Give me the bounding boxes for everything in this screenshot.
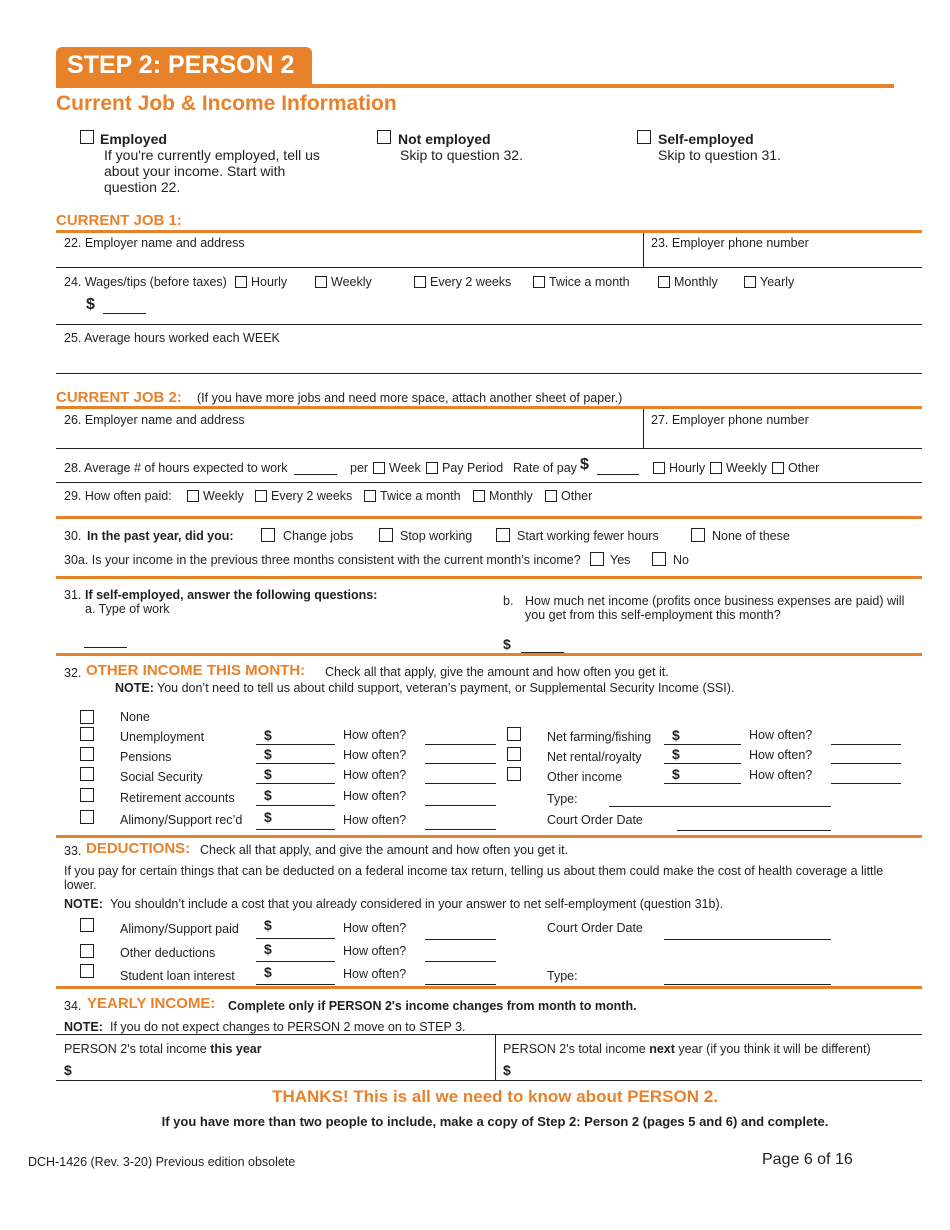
copy-note: If you have more than two people to include, make a copy of Step 2: Person 2 (pages 5 and 6) and complete.	[161, 1114, 829, 1129]
q34-this-year-dollar: $	[64, 1062, 72, 1078]
q27-label: 27. Employer phone number	[651, 413, 809, 427]
q32-rental-howoften-line[interactable]	[831, 763, 901, 764]
q32-farming-dollar: $	[672, 727, 680, 743]
job2-rule	[56, 406, 922, 409]
q28-label: 28. Average # of hours expected to work	[64, 461, 288, 475]
q30a-no-label: No	[673, 553, 689, 567]
q32-rental-checkbox[interactable]	[507, 747, 521, 761]
q32-alimony-howoften: How often?	[343, 813, 407, 827]
q34-next-year-post: year (if you think it will be different)	[678, 1042, 871, 1056]
row-divider-4	[56, 448, 922, 449]
q28-hourly-checkbox[interactable]	[653, 462, 665, 474]
wage-every2weeks-label: Every 2 weeks	[430, 275, 512, 289]
paid-twicemonth-checkbox[interactable]	[364, 490, 376, 502]
q30-change-jobs-label: Change jobs	[283, 529, 354, 543]
q31a-label: a. Type of work	[85, 602, 170, 616]
q34-this-year-pre: PERSON 2's total income	[64, 1042, 207, 1056]
employed-checkbox[interactable]	[80, 130, 94, 144]
q28-weekly-checkbox[interactable]	[710, 462, 722, 474]
q33-otherded-howoften-line[interactable]	[425, 961, 496, 962]
q28-hours-line[interactable]	[294, 474, 337, 475]
q32-note-label: NOTE:	[115, 681, 154, 695]
q33-student-dollar: $	[264, 964, 272, 980]
q31-label: If self-employed, answer the following questions:	[85, 588, 378, 602]
job2-note: (If you have more jobs and need more space, attach another sheet of paper.)	[197, 391, 623, 405]
q34-divider	[495, 1034, 496, 1081]
q32-farming-label: Net farming/fishing	[547, 730, 652, 744]
paid-monthly-label: Monthly	[489, 489, 533, 503]
q32-type-label: Type:	[547, 792, 578, 806]
q28-weekly-label: Weekly	[726, 461, 767, 475]
q33-alimony-howoften: How often?	[343, 921, 407, 935]
q32-socialsecurity-checkbox[interactable]	[80, 767, 94, 781]
step-title: STEP 2: PERSON 2	[67, 51, 295, 79]
q28-payperiod-checkbox[interactable]	[426, 462, 438, 474]
q30-rule	[56, 516, 922, 519]
q24-label: 24. Wages/tips (before taxes)	[64, 275, 227, 289]
q31b-text-2: you get from this self-employment this month?	[525, 608, 781, 622]
q32-otherincome-dollar: $	[672, 766, 680, 782]
q32-pensions-amount[interactable]	[256, 763, 335, 764]
q28-hourly-label: Hourly	[669, 461, 706, 475]
q33-alimony-howoften-line[interactable]	[425, 939, 496, 940]
paid-other-label: Other	[561, 489, 593, 503]
q29-label: 29. How often paid:	[64, 489, 172, 503]
page-number: Page 6 of 16	[762, 1151, 853, 1168]
wage-twicemonth-checkbox[interactable]	[533, 276, 545, 288]
q33-otherded-dollar: $	[264, 941, 272, 957]
employed-desc-2: about your income. Start with	[104, 163, 286, 179]
q34-prefix: 34.	[64, 999, 82, 1013]
q32-none-checkbox[interactable]	[80, 710, 94, 724]
q34-heading: YEARLY INCOME:	[87, 995, 216, 1012]
paid-weekly-label: Weekly	[203, 489, 244, 503]
q32-otherincome-howoften-line[interactable]	[831, 783, 901, 784]
q32-retirement-label: Retirement accounts	[120, 791, 235, 805]
q32-farming-amount[interactable]	[664, 744, 741, 745]
q34-instructions: Complete only if PERSON 2's income changes from month to month.	[228, 999, 637, 1013]
q32-otherincome-checkbox[interactable]	[507, 767, 521, 781]
q30-stop-working-checkbox[interactable]	[379, 528, 393, 542]
q32-rental-label: Net rental/royalty	[547, 750, 642, 764]
q32-socialsecurity-howoften-line[interactable]	[425, 783, 496, 784]
q32-pensions-checkbox[interactable]	[80, 747, 94, 761]
q33-otherded-checkbox[interactable]	[80, 944, 94, 958]
q32-socialsecurity-label: Social Security	[120, 770, 203, 784]
q30a-yes-label: Yes	[610, 553, 631, 567]
q34-this-year-bold: this year	[210, 1042, 262, 1056]
q32-type-line[interactable]	[609, 806, 831, 807]
q26-label: 26. Employer name and address	[64, 413, 245, 427]
q32-alimony-dollar: $	[264, 809, 272, 825]
wage-twicemonth-label: Twice a month	[549, 275, 630, 289]
q32-none-label: None	[120, 710, 150, 724]
q34-next-year-pre: PERSON 2's total income	[503, 1042, 646, 1056]
q22-divider	[643, 233, 644, 268]
q32-alimony-howoften-line[interactable]	[425, 829, 496, 830]
q30a-label: 30a. Is your income in the previous three months consistent with the current month’s income?	[64, 553, 581, 567]
q34-bottom-line	[56, 1080, 922, 1081]
q28-per: per	[350, 461, 369, 475]
q33-student-label: Student loan interest	[120, 969, 235, 983]
employed-label: Employed	[100, 131, 167, 147]
q32-pensions-howoften-line[interactable]	[425, 763, 496, 764]
job2-heading: CURRENT JOB 2:	[56, 389, 182, 406]
q25-label: 25. Average hours worked each WEEK	[64, 331, 280, 345]
wage-hourly-checkbox[interactable]	[235, 276, 247, 288]
q32-retirement-howoften: How often?	[343, 789, 407, 803]
q32-unemployment-howoften: How often?	[343, 728, 407, 742]
q33-court-order-label: Court Order Date	[547, 921, 643, 935]
q28-week-checkbox[interactable]	[373, 462, 385, 474]
q33-heading: DEDUCTIONS:	[86, 840, 191, 857]
q34-next-year-bold: next	[649, 1042, 675, 1056]
q33-alimony-dollar: $	[264, 917, 272, 933]
q34-next-year-dollar: $	[503, 1062, 511, 1078]
section-title: Current Job & Income Information	[56, 92, 397, 115]
row-divider-5	[56, 482, 922, 483]
q33-rule	[56, 835, 922, 838]
q33-instructions: Check all that apply, and give the amount and how often you get it.	[200, 843, 569, 857]
q32-retirement-amount[interactable]	[256, 805, 335, 806]
q33-para-1: If you pay for certain things that can be deducted on a federal income tax return, telling us about them could make the cost of health coverage a little	[64, 864, 884, 878]
q30-none-checkbox[interactable]	[691, 528, 705, 542]
q31a-line[interactable]	[84, 647, 127, 648]
q32-farming-howoften-line[interactable]	[831, 744, 901, 745]
q32-otherincome-amount[interactable]	[664, 783, 741, 784]
q32-retirement-checkbox[interactable]	[80, 788, 94, 802]
q32-prefix: 32.	[64, 666, 82, 680]
q32-heading: OTHER INCOME THIS MONTH:	[86, 662, 306, 679]
q32-unemployment-dollar: $	[264, 727, 272, 743]
q31b-dollar: $	[503, 636, 511, 652]
q32-court-order-label: Court Order Date	[547, 813, 643, 827]
q28-other-checkbox[interactable]	[772, 462, 784, 474]
wage-monthly-checkbox[interactable]	[658, 276, 670, 288]
not-employed-desc: Skip to question 32.	[400, 147, 523, 163]
paid-other-checkbox[interactable]	[545, 490, 557, 502]
q30-fewer-hours-checkbox[interactable]	[496, 528, 510, 542]
q33-otherded-label: Other deductions	[120, 946, 216, 960]
q32-instructions: Check all that apply, give the amount and how often you get it.	[325, 665, 669, 679]
job1-rule	[56, 230, 922, 233]
wage-weekly-label: Weekly	[331, 275, 372, 289]
q26-divider	[643, 409, 644, 448]
paid-weekly-checkbox[interactable]	[187, 490, 199, 502]
paid-every2weeks-label: Every 2 weeks	[271, 489, 353, 503]
q30-fewer-hours-label: Start working fewer hours	[517, 529, 659, 543]
q30a-no-checkbox[interactable]	[652, 552, 666, 566]
wage-weekly-checkbox[interactable]	[315, 276, 327, 288]
q23-label: 23. Employer phone number	[651, 236, 809, 250]
q32-court-order-line[interactable]	[677, 830, 831, 831]
q32-alimony-checkbox[interactable]	[80, 810, 94, 824]
self-employed-checkbox[interactable]	[637, 130, 651, 144]
q32-socialsecurity-amount[interactable]	[256, 783, 335, 784]
q33-otherded-amount[interactable]	[256, 961, 335, 962]
q33-student-checkbox[interactable]	[80, 964, 94, 978]
q28-rate-label: Rate of pay	[513, 461, 577, 475]
employed-desc-1: If you're currently employed, tell us	[104, 147, 320, 163]
q32-farming-checkbox[interactable]	[507, 727, 521, 741]
q33-note: You shouldn’t include a cost that you already considered in your answer to net self-employment (question 31b).	[110, 897, 724, 911]
q33-prefix: 33.	[64, 844, 82, 858]
wage-hourly-label: Hourly	[251, 275, 288, 289]
q32-rule	[56, 653, 922, 656]
q34-this-year-label	[64, 1042, 262, 1056]
q32-pensions-dollar: $	[264, 746, 272, 762]
q31b-text-1: How much net income (profits once business expenses are paid) will	[525, 594, 905, 608]
q24-dollar: $	[86, 296, 95, 313]
wage-yearly-label: Yearly	[760, 275, 795, 289]
q30-prefix: 30.	[64, 529, 82, 543]
q33-note-label: NOTE:	[64, 897, 103, 911]
q30-label: In the past year, did you:	[87, 529, 234, 543]
q32-otherincome-howoften: How often?	[749, 768, 813, 782]
wage-yearly-checkbox[interactable]	[744, 276, 756, 288]
self-employed-label: Self-employed	[658, 131, 754, 147]
q33-alimony-amount[interactable]	[256, 938, 335, 939]
paid-every2weeks-checkbox[interactable]	[255, 490, 267, 502]
q34-top-line	[56, 1034, 922, 1035]
q33-alimony-checkbox[interactable]	[80, 918, 94, 932]
wage-monthly-label: Monthly	[674, 275, 718, 289]
q28-payperiod-label: Pay Period	[442, 461, 504, 475]
q33-court-order-line[interactable]	[664, 939, 831, 940]
q32-rental-amount[interactable]	[664, 763, 741, 764]
header-rule	[56, 84, 894, 88]
paid-twicemonth-label: Twice a month	[380, 489, 461, 503]
q32-pensions-label: Pensions	[120, 750, 172, 764]
q33-student-howoften-line[interactable]	[425, 984, 496, 985]
q34-rule	[56, 986, 922, 989]
wage-every2weeks-checkbox[interactable]	[414, 276, 426, 288]
q33-student-amount[interactable]	[256, 984, 335, 985]
q32-unemployment-label: Unemployment	[120, 730, 205, 744]
q30a-yes-checkbox[interactable]	[590, 552, 604, 566]
not-employed-checkbox[interactable]	[377, 130, 391, 144]
q32-unemployment-checkbox[interactable]	[80, 727, 94, 741]
q34-note-label: NOTE:	[64, 1020, 103, 1034]
q30-stop-working-label: Stop working	[400, 529, 473, 543]
q32-rental-howoften: How often?	[749, 748, 813, 762]
q28-other-label: Other	[788, 461, 820, 475]
q31-rule	[56, 576, 922, 579]
q33-alimony-label: Alimony/Support paid	[120, 922, 239, 936]
q33-para-2: lower.	[64, 878, 97, 892]
employed-desc-3: question 22.	[104, 179, 181, 195]
q33-type-line[interactable]	[664, 984, 831, 985]
q32-note: You don’t need to tell us about child support, veteran’s payment, or Supplemental Security Income (SSI).	[157, 681, 735, 695]
q32-otherincome-label: Other income	[547, 770, 623, 784]
q30-none-label: None of these	[712, 529, 790, 543]
q32-socialsecurity-dollar: $	[264, 766, 272, 782]
q28-rate-line[interactable]	[597, 474, 639, 475]
job1-heading: CURRENT JOB 1:	[56, 212, 182, 229]
q34-next-year-label	[503, 1042, 871, 1056]
q32-pensions-howoften: How often?	[343, 748, 407, 762]
q34-note: If you do not expect changes to PERSON 2 move on to STEP 3.	[110, 1020, 466, 1034]
q30-change-jobs-checkbox[interactable]	[261, 528, 275, 542]
q31-prefix: 31.	[64, 588, 82, 602]
paid-monthly-checkbox[interactable]	[473, 490, 485, 502]
q33-otherded-howoften: How often?	[343, 944, 407, 958]
q32-retirement-dollar: $	[264, 787, 272, 803]
q32-alimony-amount[interactable]	[256, 829, 335, 830]
row-divider-1	[56, 267, 922, 268]
q32-unemployment-howoften-line[interactable]	[425, 744, 496, 745]
q22-label: 22. Employer name and address	[64, 236, 245, 250]
q32-rental-dollar: $	[672, 746, 680, 762]
q32-retirement-howoften-line[interactable]	[425, 805, 496, 806]
self-employed-desc: Skip to question 31.	[658, 147, 781, 163]
q32-farming-howoften: How often?	[749, 728, 813, 742]
q32-unemployment-amount[interactable]	[256, 744, 335, 745]
q32-socialsecurity-howoften: How often?	[343, 768, 407, 782]
row-divider-3	[56, 373, 922, 374]
row-divider-2	[56, 324, 922, 325]
thanks-message: THANKS! This is all we need to know about PERSON 2.	[272, 1087, 718, 1106]
q32-alimony-label: Alimony/Support rec’d	[120, 813, 243, 827]
q31b-letter: b.	[503, 594, 514, 608]
q28-dollar: $	[580, 456, 589, 473]
not-employed-label: Not employed	[398, 131, 491, 147]
q33-type-label: Type:	[547, 969, 578, 983]
q24-amount-line[interactable]	[103, 313, 146, 314]
q33-student-howoften: How often?	[343, 967, 407, 981]
q28-week-label: Week	[389, 461, 421, 475]
form-id: DCH-1426 (Rev. 3-20) Previous edition obsolete	[28, 1155, 296, 1169]
